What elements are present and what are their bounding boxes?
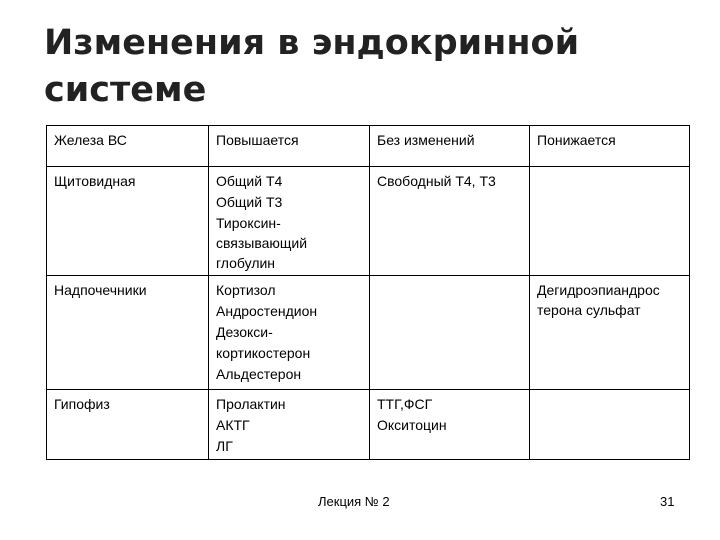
cell-line: Свободный Т4, Т3 [377, 173, 496, 189]
cell-unchanged [370, 276, 530, 390]
cell-line: Тироксин- [216, 215, 281, 231]
cell-decreased [530, 167, 690, 276]
table-row-adrenal [47, 276, 690, 390]
table-row-thyroid [47, 167, 690, 276]
cell-line: Кортизол [216, 282, 276, 298]
header-gland: Железа ВС [47, 126, 209, 167]
table-row-pituitary [47, 390, 690, 460]
slide-title [44, 20, 684, 114]
cell-line: Дезокси- [216, 324, 273, 340]
cell-gland: Надпочечники [47, 276, 209, 390]
cell-gland: Щитовидная [47, 167, 209, 276]
cell-line: Дегидроэпиандрос [537, 282, 660, 298]
cell-line: Общий Т3 [216, 194, 283, 210]
cell-line: глобулин [216, 255, 276, 271]
cell-line: АКТГ [216, 417, 250, 433]
page-number: 31 [660, 494, 675, 509]
cell-line: ЛГ [216, 438, 233, 454]
endocrine-changes-table [46, 125, 690, 460]
cell-increased [209, 167, 370, 276]
cell-line: связывающий [216, 235, 308, 251]
cell-line: ТТГ,ФСГ [377, 396, 433, 412]
slide-title-line-2: системе [44, 70, 207, 110]
cell-increased [209, 276, 370, 390]
footer-lecture: Лекция № 2 [318, 494, 390, 509]
slide-title-line-1: Изменения в эндокринной [44, 23, 580, 63]
cell-line: Пролактин [216, 396, 286, 412]
cell-decreased [530, 390, 690, 460]
header-unchanged: Без изменений [370, 126, 530, 167]
cell-increased [209, 390, 370, 460]
cell-line: Общий Т4 [216, 173, 283, 189]
cell-line: Альдестерон [216, 366, 302, 382]
cell-line: кортикостерон [216, 345, 311, 361]
cell-gland: Гипофиз [47, 390, 209, 460]
cell-line: терона сульфат [537, 302, 641, 318]
header-increased: Повышается [209, 126, 370, 167]
header-decreased: Понижается [530, 126, 690, 167]
table-header-row [47, 126, 690, 167]
cell-line: Андростендион [216, 303, 318, 319]
cell-decreased [530, 276, 690, 390]
cell-unchanged [370, 390, 530, 460]
cell-line: Окситоцин [377, 417, 447, 433]
cell-unchanged [370, 167, 530, 276]
